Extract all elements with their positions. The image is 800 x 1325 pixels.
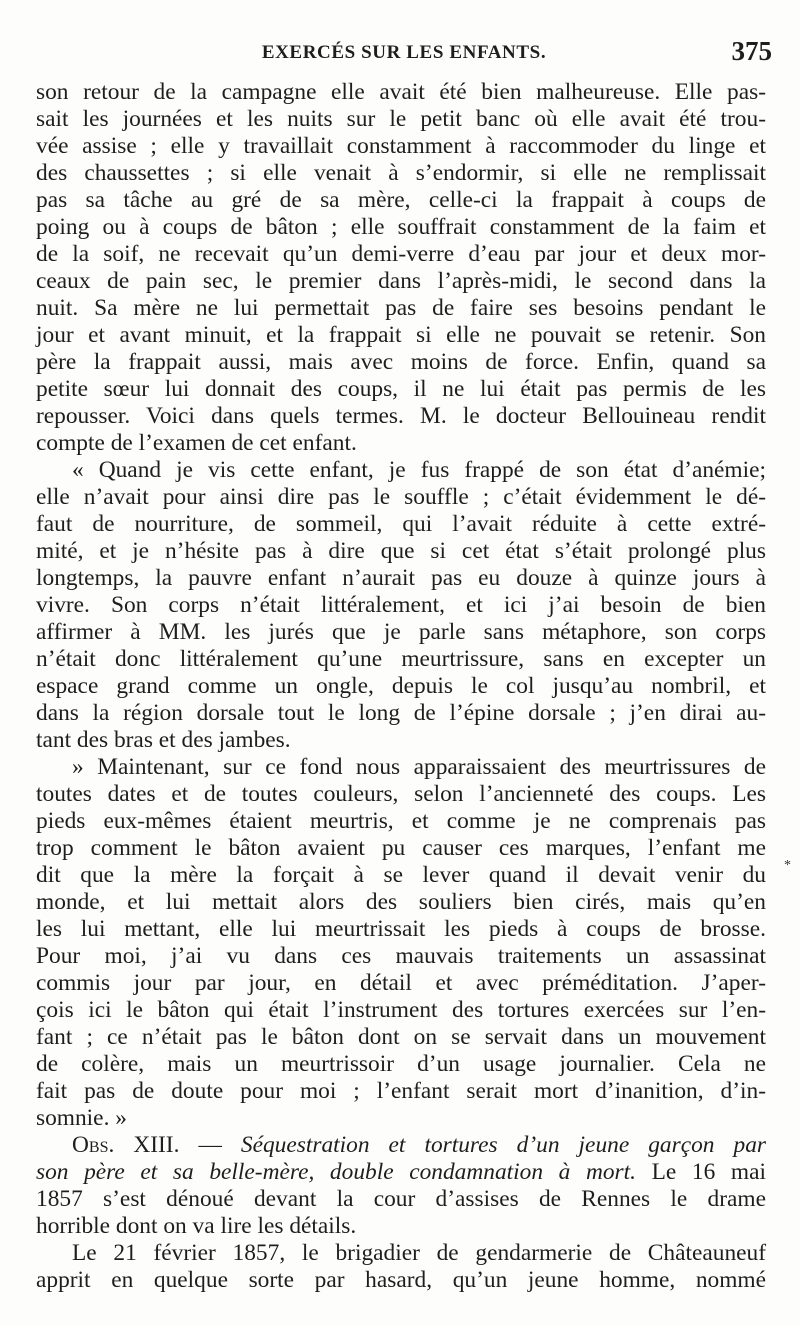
text-line: pas sa tâche au gré de sa mère, celle-ci la frappait à coups de — [36, 187, 766, 213]
text-line: les lui mettant, elle lui meurtrissait les pieds à coups de brosse. — [36, 916, 766, 942]
text-line: monde, et lui mettait alors des souliers bien cirés, mais qu’en — [36, 889, 766, 915]
page-header — [36, 36, 772, 72]
observation-title-cont: son père et sa belle-mère, double condamnation à mort. — [36, 1159, 636, 1185]
page-number: 375 — [731, 36, 772, 66]
text-line: repousser. Voici dans quels termes. M. le docteur Bellouineau rendit — [36, 403, 766, 429]
running-title: EXERCÉS SUR LES ENFANTS. — [261, 42, 547, 63]
observation-title: Séquestration et tortures d’un jeune garçon par — [240, 1132, 767, 1158]
body-text — [36, 79, 766, 1294]
observation-title-line — [36, 1159, 766, 1186]
text-line: de la soif, ne recevait qu’un demi-verre d’eau par jour et deux mor- — [36, 241, 766, 267]
observation-dash: — — [198, 1132, 222, 1158]
text-line: çois ici le bâton qui était l’instrument des tortures exercées sur l’en- — [36, 997, 766, 1023]
text-line: nuit. Sa mère ne lui permettait pas de faire ses besoins pendant le — [36, 295, 766, 321]
text-line: toutes dates et de toutes couleurs, selon l’ancienneté des coups. Les — [36, 781, 766, 807]
text-line: Le 21 février 1857, le brigadier de gendarmerie de Châteauneuf — [72, 1240, 766, 1266]
text-line: « Quand je vis cette enfant, je fus frappé de son état d’anémie; — [72, 457, 766, 483]
text-line: mité, et je n’hésite pas à dire que si cet état s’était prolongé plus — [36, 538, 766, 564]
text-line: de colère, mais un meurtrissoir d’un usage journalier. Cela ne — [36, 1051, 766, 1077]
text-line: fait pas de doute pour moi ; l’enfant serait mort d’inanition, d’in- — [36, 1078, 766, 1104]
text-line: poing ou à coups de bâton ; elle souffrait constamment de la faim et — [36, 214, 766, 240]
text-line: horrible dont on va lire les détails. — [36, 1213, 357, 1239]
text-line: commis jour par jour, en détail et avec préméditation. J’aper- — [36, 970, 766, 996]
text-line: faut de nourriture, de sommeil, qui l’avait réduite à cette extré- — [36, 511, 766, 537]
text-line: pieds eux-mêmes étaient meurtris, et comme je ne comprenais pas — [36, 808, 766, 834]
text-line: Pour moi, j’ai vu dans ces mauvais traitements un assassinat — [36, 943, 766, 969]
text-line: jour et avant minuit, et la frappait si elle ne pouvait se retenir. Son — [36, 322, 766, 348]
text-line: trop comment le bâton avaient pu causer ces marques, l’enfant me — [36, 835, 766, 861]
text-line: longtemps, la pauvre enfant n’aurait pas eu douze à quinze jours à — [36, 565, 766, 591]
text-line: n’était donc littéralement qu’une meurtrissure, sans en excepter un — [36, 646, 766, 672]
text-line: somnie. » — [36, 1105, 127, 1131]
text-line: son retour de la campagne elle avait été bien malheureuse. Elle pas- — [36, 79, 766, 105]
text-line: ceaux de pain sec, le premier dans l’après-midi, le second dans la — [36, 268, 766, 294]
text-line: dans la région dorsale tout le long de l’épine dorsale ; j’en dirai au- — [36, 700, 766, 726]
margin-mark: * — [784, 858, 791, 873]
text-line: vée assise ; elle y travaillait constamment à raccommoder du linge et — [36, 133, 766, 159]
text-line: fant ; ce n’était pas le bâton dont on se servait dans un mouvement — [36, 1024, 766, 1050]
text-line: espace grand comme un ongle, depuis le col jusqu’au nombril, et — [36, 673, 766, 699]
observation-label: Obs. XIII. — [72, 1132, 180, 1158]
observation-heading-line — [36, 1132, 766, 1159]
text-line: petite sœur lui donnait des coups, il ne lui était pas permis de les — [36, 376, 766, 402]
text-line: sait les journées et les nuits sur le petit banc où elle avait été trou- — [36, 106, 766, 132]
text-line: 1857 s’est dénoué devant la cour d’assises de Rennes le drame — [36, 1186, 766, 1212]
text-line: » Maintenant, sur ce fond nous apparaissaient des meurtrissures de — [72, 754, 766, 780]
text-line: père la frappait aussi, mais avec moins de force. Enfin, quand sa — [36, 349, 766, 375]
text-line: compte de l’examen de cet enfant. — [36, 430, 357, 456]
observation-date: Le 16 mai — [651, 1159, 766, 1185]
text-line: des chaussettes ; si elle venait à s’endormir, si elle ne remplissait — [36, 160, 766, 186]
text-line: elle n’avait pour ainsi dire pas le souffle ; c’était évidemment le dé- — [36, 484, 766, 510]
text-line: vivre. Son corps n’était littéralement, et ici j’ai besoin de bien — [36, 592, 766, 618]
text-line: tant des bras et des jambes. — [36, 727, 291, 753]
text-line: affirmer à MM. les jurés que je parle sans métaphore, son corps — [36, 619, 766, 645]
text-line: dit que la mère la forçait à se lever quand il devait venir du — [36, 862, 766, 888]
text-line: apprit en quelque sorte par hasard, qu’un jeune homme, nommé — [36, 1267, 766, 1293]
